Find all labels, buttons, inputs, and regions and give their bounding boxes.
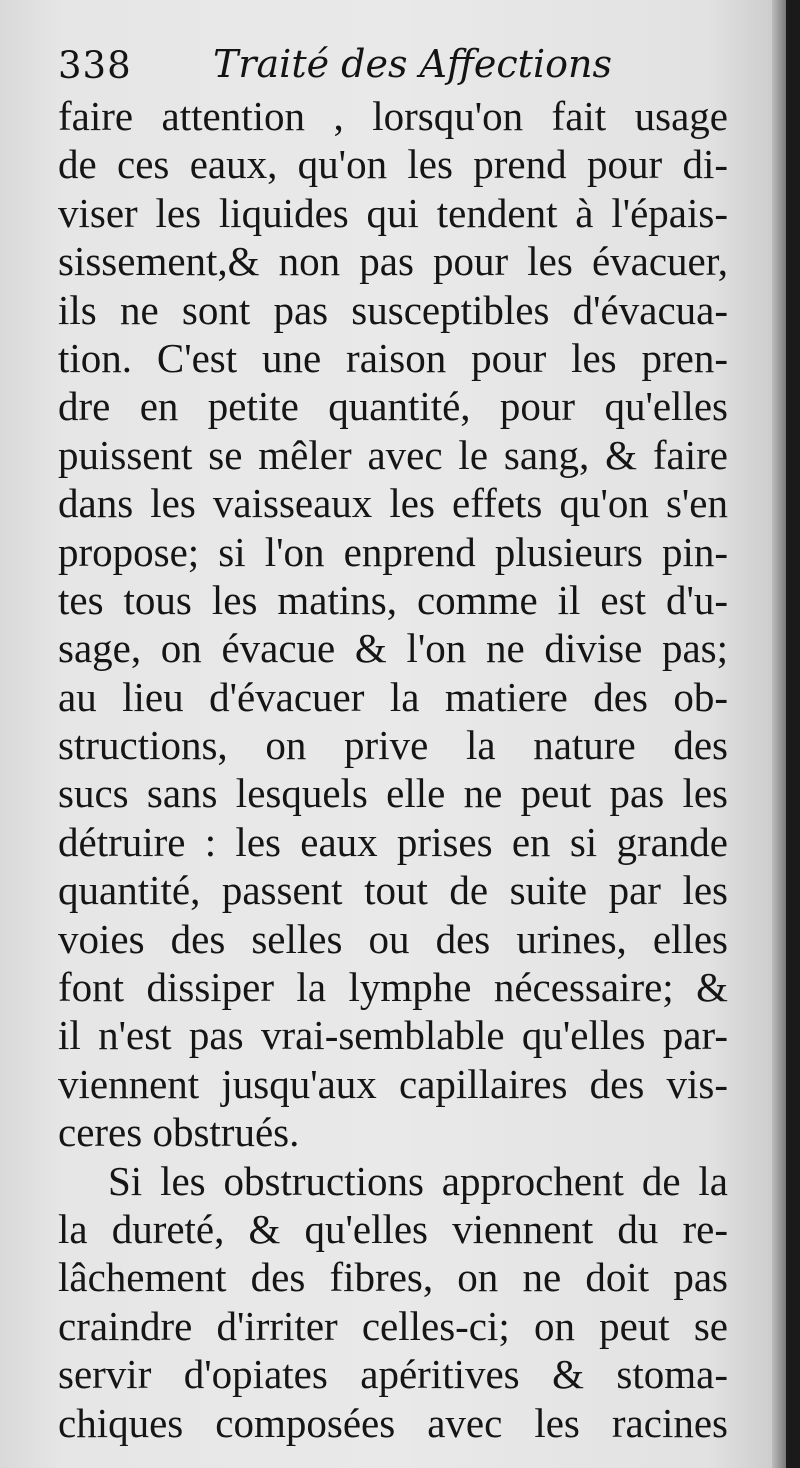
text-line: quantité, passent tout de suite par les (58, 867, 728, 914)
text-line: voies des selles ou des urines, elles (58, 915, 728, 962)
text-line: la dureté, & qu'elles viennent du re- (58, 1205, 728, 1252)
text-line: structions, on prive la nature des (58, 722, 728, 769)
text-line: font dissiper la lymphe nécessaire; & (58, 964, 728, 1011)
running-title: Traité des Affections (213, 42, 612, 86)
page-number: 338 (58, 44, 132, 87)
page-header (58, 38, 738, 98)
text-line: craindre d'irriter celles-ci; on peut se (58, 1302, 728, 1349)
text-line: chiques composées avec les racines (58, 1399, 728, 1446)
text-line: ceres obstrués. (58, 1109, 300, 1156)
text-line: tion. C'est une raison pour les pren- (58, 334, 728, 381)
text-line: dans les vaisseaux les effets qu'on s'en (58, 480, 728, 527)
paragraph-start-line: Si les obstructions approchent de la (108, 1157, 728, 1204)
text-line: de ces eaux, qu'on les prend pour di- (58, 141, 728, 188)
text-line: servir d'opiates apéritives & stoma- (58, 1351, 728, 1398)
page-edge-shadow (772, 0, 786, 1468)
text-line: dre en petite quantité, pour qu'elles (58, 383, 728, 430)
text-line: tes tous les matins, comme il est d'u- (58, 576, 728, 623)
text-line: propose; si l'on enprend plusieurs pin- (58, 528, 728, 575)
text-line: détruire : les eaux prises en si grande (58, 818, 728, 865)
text-line: puissent se mêler avec le sang, & faire (58, 431, 728, 478)
text-line: viennent jusqu'aux capillaires des vis- (58, 1060, 728, 1107)
text-line: viser les liquides qui tendent à l'épais- (58, 189, 728, 236)
text-line: sissement,& non pas pour les évacuer, (58, 238, 728, 285)
text-line: il n'est pas vrai-semblable qu'elles par- (58, 1012, 728, 1059)
text-line: sucs sans lesquels elle ne peut pas les (58, 770, 728, 817)
text-line: sage, on évacue & l'on ne divise pas; (58, 625, 728, 672)
text-line: lâchement des fibres, on ne doit pas (58, 1254, 728, 1301)
body-text (58, 92, 728, 1447)
text-line: au lieu d'évacuer la matiere des ob- (58, 673, 728, 720)
text-line: ils ne sont pas susceptibles d'évacua- (58, 286, 728, 333)
text-line: faire attention , lorsqu'on fait usage (58, 93, 728, 139)
